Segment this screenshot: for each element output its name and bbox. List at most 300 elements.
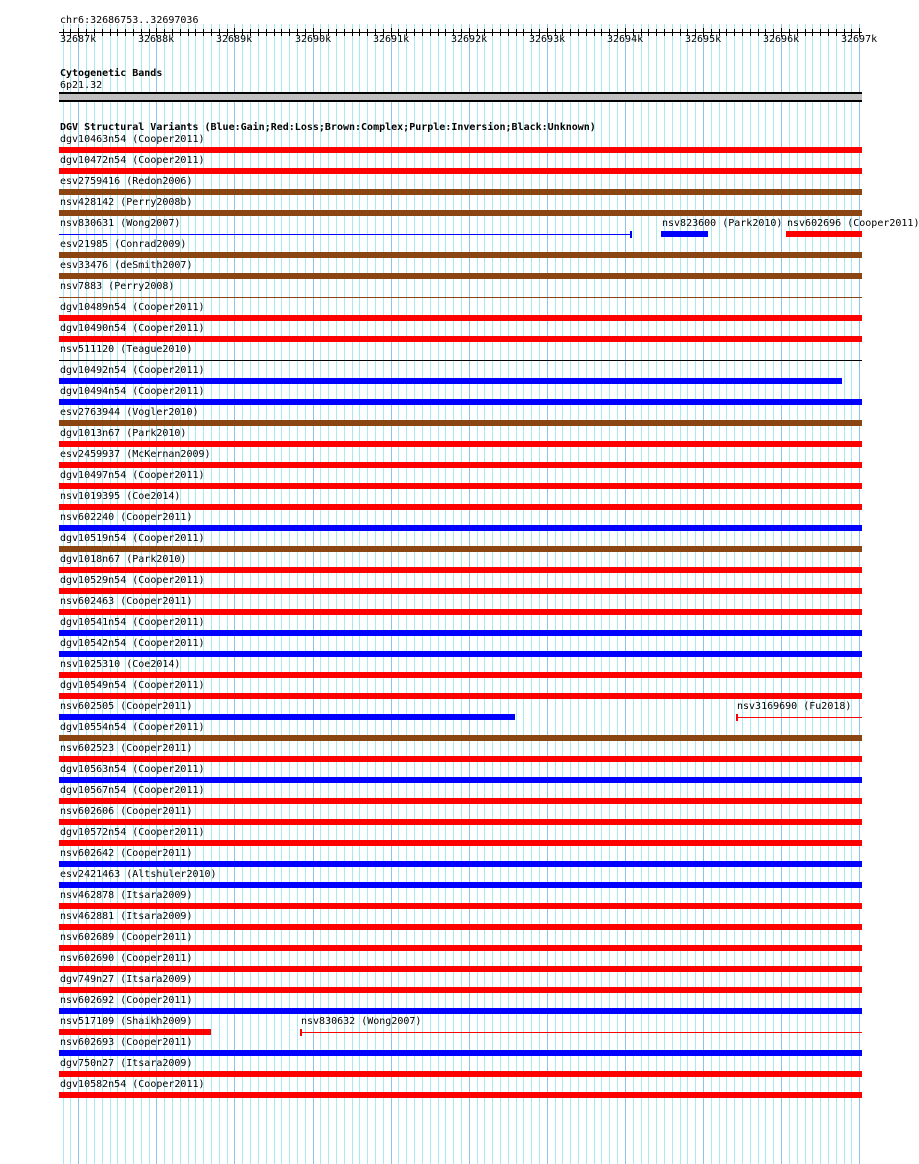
variant-bar-loss[interactable]: [59, 315, 862, 321]
grid-line: [633, 24, 634, 1164]
variant-id: nsv602696: [787, 218, 842, 229]
variant-study: (Cooper2011): [132, 365, 205, 376]
grid-line: [765, 24, 766, 1164]
grid-line: [414, 24, 415, 1164]
variant-line-complex[interactable]: [59, 297, 862, 298]
variant-id: nsv3169690: [737, 701, 798, 712]
variant-label[interactable]: [60, 869, 217, 880]
variant-bar-loss[interactable]: [59, 462, 862, 468]
variant-bar-complex[interactable]: [59, 252, 862, 258]
grid-line: [555, 24, 556, 1164]
grid-line: [625, 24, 626, 1164]
grid-line: [305, 24, 306, 1164]
variant-id: dgv10582n54: [60, 1079, 127, 1090]
variant-bar-loss[interactable]: [59, 168, 862, 174]
variant-bar-loss[interactable]: [59, 1071, 862, 1077]
variant-label[interactable]: [60, 512, 192, 523]
ruler-tick: [414, 29, 415, 36]
variant-study: (Itsara2009): [120, 911, 193, 922]
cytoband-track-title: Cytogenetic Bands: [60, 68, 163, 79]
grid-line: [250, 24, 251, 1164]
variant-bar-loss[interactable]: [59, 483, 862, 489]
grid-line: [133, 24, 134, 1164]
variant-id: dgv10492n54: [60, 365, 127, 376]
variant-study: (Park2010): [126, 554, 187, 565]
variant-label[interactable]: [60, 386, 205, 397]
variant-label[interactable]: [60, 155, 205, 166]
grid-line: [586, 24, 587, 1164]
variant-bar-gain[interactable]: [59, 882, 862, 888]
variant-label[interactable]: [60, 344, 192, 355]
ruler-tick: [508, 29, 509, 36]
variant-study: (Park2010): [722, 218, 783, 229]
variant-label[interactable]: [60, 932, 192, 943]
grid-line: [531, 24, 532, 1164]
grid-line: [797, 24, 798, 1164]
variant-id: dgv10494n54: [60, 386, 127, 397]
variant-bar-gain[interactable]: [59, 1008, 862, 1014]
dgv-track-title: DGV Structural Variants (Blue:Gain;Red:Loss;Brown:Complex;Purple:Inversion;Black:Unknown): [60, 122, 596, 133]
variant-study: (Cooper2011): [120, 953, 193, 964]
grid-line: [242, 24, 243, 1164]
ruler-tick: [367, 29, 368, 36]
variant-bar-gain[interactable]: [661, 231, 708, 237]
ruler-tick: [805, 29, 806, 36]
variant-bar-gain[interactable]: [59, 861, 862, 867]
variant-id: nsv602505: [60, 701, 115, 712]
variant-label[interactable]: [60, 302, 205, 313]
ruler-tick: [422, 29, 423, 36]
variant-bar-complex[interactable]: [59, 210, 862, 216]
grid-line: [820, 24, 821, 1164]
grid-line: [125, 24, 126, 1164]
grid-line: [149, 24, 150, 1164]
variant-bar-loss[interactable]: [59, 672, 862, 678]
grid-line: [274, 24, 275, 1164]
variant-study: (Cooper2011): [132, 722, 205, 733]
ruler-tick: [570, 29, 571, 36]
variant-study: (Cooper2011): [120, 1037, 193, 1048]
grid-line: [539, 24, 540, 1164]
variant-bar-complex[interactable]: [59, 189, 862, 195]
grid-line: [562, 24, 563, 1164]
grid-line: [438, 24, 439, 1164]
variant-bar-gain[interactable]: [59, 378, 842, 384]
grid-line: [328, 24, 329, 1164]
variant-label[interactable]: [60, 407, 199, 418]
ruler-tick: [812, 29, 813, 36]
ruler-tick-label: 32687k: [60, 34, 97, 45]
variant-study: (Shaikh2009): [120, 1016, 193, 1027]
grid-line: [484, 24, 485, 1164]
variant-bar-loss[interactable]: [59, 336, 862, 342]
variant-label[interactable]: [60, 239, 186, 250]
variant-study: (Cooper2011): [132, 533, 205, 544]
variant-id: nsv428142: [60, 197, 115, 208]
grid-line: [195, 24, 196, 1164]
variant-bar-loss[interactable]: [59, 609, 862, 615]
variant-bar-loss[interactable]: [59, 903, 862, 909]
ruler-tick: [117, 29, 118, 36]
grid-line: [375, 24, 376, 1164]
variant-label[interactable]: [60, 575, 205, 586]
variant-bar-loss[interactable]: [59, 504, 862, 510]
variant-line-gain[interactable]: [59, 234, 632, 235]
location-label: chr6:32686753..32697036: [60, 15, 199, 26]
variant-id: nsv462878: [60, 890, 115, 901]
variant-line-unknown[interactable]: [59, 360, 862, 361]
ruler-tick: [188, 29, 189, 36]
variant-bar-complex[interactable]: [59, 420, 862, 426]
variant-label[interactable]: [301, 1016, 421, 1027]
variant-study: (Cooper2011): [847, 218, 919, 229]
variant-bar-loss[interactable]: [59, 798, 862, 804]
ruler-tick: [281, 29, 282, 36]
cytoband-label: 6p21.32: [60, 80, 103, 91]
variant-bar-loss[interactable]: [59, 756, 862, 762]
variant-id: dgv10472n54: [60, 155, 127, 166]
grid-line: [578, 24, 579, 1164]
variant-bar-gain[interactable]: [59, 630, 862, 636]
variant-id: dgv10541n54: [60, 617, 127, 628]
cytoband-bar[interactable]: [59, 92, 862, 102]
variant-study: (Cooper2011): [132, 470, 205, 481]
variant-label[interactable]: [60, 176, 192, 187]
variant-bar-gain[interactable]: [59, 399, 862, 405]
grid-line: [680, 24, 681, 1164]
grid-line: [289, 24, 290, 1164]
variant-label[interactable]: [60, 743, 192, 754]
variant-id: dgv10490n54: [60, 323, 127, 334]
variant-id: nsv602523: [60, 743, 115, 754]
variant-label[interactable]: [60, 638, 205, 649]
grid-line: [180, 24, 181, 1164]
variant-bar-loss[interactable]: [59, 567, 862, 573]
grid-line: [687, 24, 688, 1164]
grid-line: [719, 24, 720, 1164]
grid-line: [398, 24, 399, 1164]
variant-label[interactable]: [60, 365, 205, 376]
variant-study: (Cooper2011): [132, 323, 205, 334]
variant-study: (Cooper2011): [132, 155, 205, 166]
variant-id: nsv511120: [60, 344, 115, 355]
variant-id: nsv602606: [60, 806, 115, 817]
variant-label[interactable]: [60, 323, 205, 334]
ruler-tick: [828, 29, 829, 36]
variant-id: nsv602642: [60, 848, 115, 859]
grid-line: [188, 24, 189, 1164]
grid-line: [617, 24, 618, 1164]
variant-id: dgv749n27: [60, 974, 115, 985]
variant-id: dgv10563n54: [60, 764, 127, 775]
variant-id: esv2759416: [60, 176, 121, 187]
variant-id: dgv10497n54: [60, 470, 127, 481]
grid-line: [336, 24, 337, 1164]
variant-label[interactable]: [60, 218, 180, 229]
grid-line: [656, 24, 657, 1164]
variant-label[interactable]: [60, 659, 180, 670]
grid-line: [172, 24, 173, 1164]
ruler-tick: [110, 29, 111, 36]
grid-line: [758, 24, 759, 1164]
grid-line: [773, 24, 774, 1164]
variant-bar-loss[interactable]: [59, 819, 862, 825]
variant-label[interactable]: [60, 134, 205, 145]
variant-bar-gain[interactable]: [59, 1050, 862, 1056]
variant-label[interactable]: [60, 806, 192, 817]
variant-label[interactable]: [60, 1058, 192, 1069]
variant-label[interactable]: [60, 680, 205, 691]
variant-end-tick: [630, 231, 632, 238]
variant-bar-complex[interactable]: [59, 273, 862, 279]
variant-label[interactable]: [60, 953, 192, 964]
grid-line: [78, 24, 79, 1164]
variant-bar-loss[interactable]: [786, 231, 862, 237]
ruler-tick: [500, 29, 501, 36]
variant-study: (Cooper2011): [120, 848, 193, 859]
variant-id: dgv1018n67: [60, 554, 121, 565]
variant-label[interactable]: [60, 197, 192, 208]
variant-id: nsv602693: [60, 1037, 115, 1048]
variant-label[interactable]: [737, 701, 851, 712]
variant-label[interactable]: [60, 1016, 192, 1027]
ruler-tick-label: 32694k: [607, 34, 644, 45]
variant-bar-loss[interactable]: [59, 1092, 862, 1098]
grid-line: [281, 24, 282, 1164]
variant-study: (Altshuler2010): [126, 869, 217, 880]
variant-label[interactable]: [60, 554, 186, 565]
variant-label[interactable]: [662, 218, 782, 229]
grid-line: [648, 24, 649, 1164]
ruler-tick: [195, 29, 196, 36]
variant-id: nsv7883: [60, 281, 103, 292]
ruler-tick: [180, 29, 181, 36]
grid-line: [117, 24, 118, 1164]
variant-line-loss[interactable]: [736, 717, 862, 718]
ruler-tick: [438, 29, 439, 36]
grid-line: [203, 24, 204, 1164]
grid-line: [523, 24, 524, 1164]
variant-id: esv33476: [60, 260, 109, 271]
variant-study: (Redon2006): [126, 176, 193, 187]
variant-bar-loss[interactable]: [59, 945, 862, 951]
grid-line: [367, 24, 368, 1164]
variant-label[interactable]: [60, 764, 205, 775]
variant-label[interactable]: [60, 449, 211, 460]
variant-study: (Cooper2011): [132, 575, 205, 586]
variant-study: (Cooper2011): [132, 386, 205, 397]
grid-line: [344, 24, 345, 1164]
grid-line: [859, 24, 860, 1164]
variant-id: nsv602240: [60, 512, 115, 523]
variant-bar-loss[interactable]: [59, 1029, 211, 1035]
ruler-tick: [578, 29, 579, 36]
variant-start-tick: [736, 714, 738, 721]
ruler-tick: [133, 29, 134, 36]
ruler-tick-label: 32693k: [529, 34, 566, 45]
variant-bar-gain[interactable]: [59, 777, 862, 783]
variant-id: esv2421463: [60, 869, 121, 880]
grid-line: [500, 24, 501, 1164]
ruler-tick: [836, 29, 837, 36]
variant-study: (Perry2008b): [120, 197, 193, 208]
grid-line: [851, 24, 852, 1164]
ruler-tick: [726, 29, 727, 36]
ruler-tick-label: 32690k: [295, 34, 332, 45]
grid-line: [94, 24, 95, 1164]
variant-bar-loss[interactable]: [59, 924, 862, 930]
variant-label[interactable]: [60, 827, 205, 838]
ruler-tick: [742, 29, 743, 36]
variant-bar-loss[interactable]: [59, 987, 862, 993]
grid-line: [547, 24, 548, 1164]
ruler-tick-label: 32695k: [685, 34, 722, 45]
grid-line: [664, 24, 665, 1164]
variant-label[interactable]: [60, 617, 205, 628]
variant-label[interactable]: [60, 995, 192, 1006]
variant-id: nsv830632: [301, 1016, 356, 1027]
variant-bar-gain[interactable]: [59, 714, 515, 720]
variant-study: (Cooper2011): [120, 701, 193, 712]
grid-line: [141, 24, 142, 1164]
ruler-tick: [430, 29, 431, 36]
variant-id: nsv1019395: [60, 491, 121, 502]
variant-id: dgv750n27: [60, 1058, 115, 1069]
variant-id: nsv462881: [60, 911, 115, 922]
ruler-tick-label: 32696k: [763, 34, 800, 45]
variant-study: (Cooper2011): [132, 785, 205, 796]
variant-bar-loss[interactable]: [59, 147, 862, 153]
variant-label[interactable]: [60, 911, 192, 922]
variant-label[interactable]: [60, 491, 180, 502]
variant-label[interactable]: [60, 260, 192, 271]
variant-label[interactable]: [787, 218, 919, 229]
ruler-tick: [820, 29, 821, 36]
grid-line: [63, 24, 64, 1164]
variant-id: nsv1025310: [60, 659, 121, 670]
grid-line: [234, 24, 235, 1164]
variant-label[interactable]: [60, 596, 192, 607]
variant-bar-gain[interactable]: [59, 525, 862, 531]
variant-study: (Cooper2011): [132, 302, 205, 313]
grid-line: [601, 24, 602, 1164]
grid-line: [781, 24, 782, 1164]
variant-study: (Cooper2011): [120, 743, 193, 754]
grid-line: [102, 24, 103, 1164]
variant-id: nsv602463: [60, 596, 115, 607]
grid-line: [352, 24, 353, 1164]
ruler-tick: [125, 29, 126, 36]
variant-study: (Wong2007): [120, 218, 181, 229]
variant-label[interactable]: [60, 890, 192, 901]
grid-line: [227, 24, 228, 1164]
grid-line: [844, 24, 845, 1164]
variant-bar-loss[interactable]: [59, 966, 862, 972]
variant-study: (Teague2010): [120, 344, 193, 355]
grid-line: [695, 24, 696, 1164]
variant-study: (Cooper2011): [132, 617, 205, 628]
variant-study: (Itsara2009): [120, 974, 193, 985]
grid-line: [594, 24, 595, 1164]
variant-label[interactable]: [60, 1037, 192, 1048]
variant-id: dgv10549n54: [60, 680, 127, 691]
variant-bar-loss[interactable]: [59, 693, 862, 699]
variant-label[interactable]: [60, 974, 192, 985]
variant-bar-loss[interactable]: [59, 441, 862, 447]
variant-id: esv2763944: [60, 407, 121, 418]
variant-label[interactable]: [60, 281, 174, 292]
variant-id: dgv10567n54: [60, 785, 127, 796]
variant-study: (Coe2014): [126, 659, 181, 670]
variant-id: nsv830631: [60, 218, 115, 229]
variant-study: (Cooper2011): [120, 932, 193, 943]
variant-study: (Cooper2011): [120, 596, 193, 607]
ruler-tick: [586, 29, 587, 36]
variant-bar-complex[interactable]: [59, 546, 862, 552]
grid-line: [422, 24, 423, 1164]
variant-bar-complex[interactable]: [59, 735, 862, 741]
grid-line: [711, 24, 712, 1164]
variant-study: (Wong2007): [361, 1016, 422, 1027]
variant-id: nsv517109: [60, 1016, 115, 1027]
grid-line: [320, 24, 321, 1164]
variant-id: esv21985: [60, 239, 109, 250]
variant-bar-loss[interactable]: [59, 588, 862, 594]
variant-label[interactable]: [60, 848, 192, 859]
variant-label[interactable]: [60, 722, 205, 733]
ruler-tick: [211, 29, 212, 36]
ruler-tick: [289, 29, 290, 36]
grid-line: [391, 24, 392, 1164]
ruler-tick: [594, 29, 595, 36]
ruler-tick-label: 32688k: [138, 34, 175, 45]
variant-label[interactable]: [60, 470, 205, 481]
grid-line: [828, 24, 829, 1164]
variant-label[interactable]: [60, 785, 205, 796]
variant-id: dgv10554n54: [60, 722, 127, 733]
variant-id: nsv823600: [662, 218, 717, 229]
grid-line: [211, 24, 212, 1164]
grid-line: [492, 24, 493, 1164]
variant-label[interactable]: [60, 428, 186, 439]
variant-label[interactable]: [60, 533, 205, 544]
variant-study: (Cooper2011): [132, 1079, 205, 1090]
ruler-tick: [750, 29, 751, 36]
variant-bar-loss[interactable]: [59, 840, 862, 846]
grid-line: [453, 24, 454, 1164]
variant-id: dgv10463n54: [60, 134, 127, 145]
ruler-tick-label: 32697k: [841, 34, 878, 45]
variant-label[interactable]: [60, 701, 192, 712]
grid-line: [789, 24, 790, 1164]
grid-line: [570, 24, 571, 1164]
grid-line: [406, 24, 407, 1164]
grid-line: [805, 24, 806, 1164]
variant-label[interactable]: [60, 1079, 205, 1090]
variant-study: (Vogler2010): [126, 407, 199, 418]
variant-bar-gain[interactable]: [59, 651, 862, 657]
grid-line: [508, 24, 509, 1164]
ruler-tick: [266, 29, 267, 36]
variant-start-tick: [300, 1029, 302, 1036]
grid-line: [266, 24, 267, 1164]
grid-line: [313, 24, 314, 1164]
ruler-tick: [516, 29, 517, 36]
variant-id: dgv10519n54: [60, 533, 127, 544]
grid-line: [672, 24, 673, 1164]
variant-line-loss[interactable]: [300, 1032, 862, 1033]
variant-id: dgv10529n54: [60, 575, 127, 586]
